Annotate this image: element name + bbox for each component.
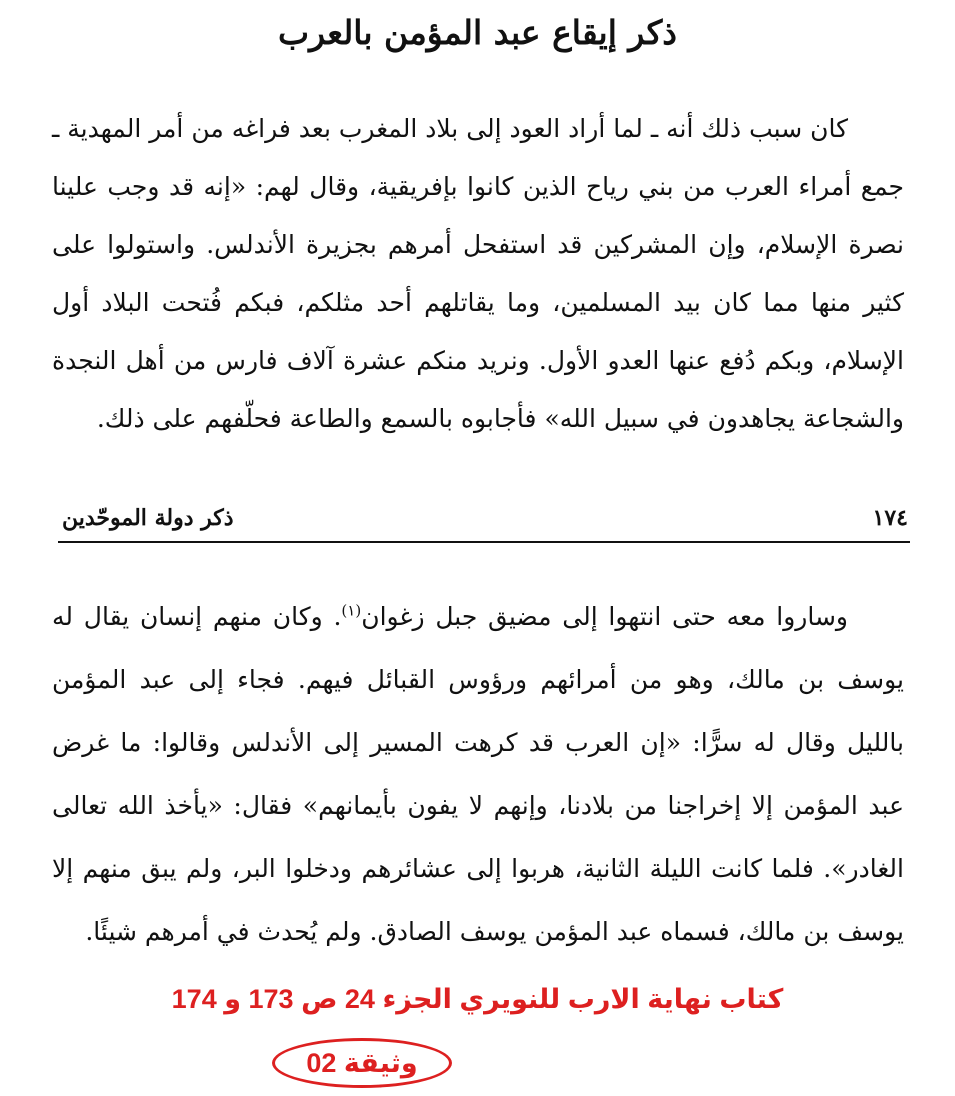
source-caption: كتاب نهاية الارب للنويري الجزء 24 ص 173 و 174 [171,984,784,1014]
paragraph-2-text-start: وساروا معه حتى انتهوا إلى مضيق جبل زغوان [361,602,848,631]
document-label-badge [272,1038,452,1088]
document-label: وثيقة 02 [306,1047,418,1078]
paragraph-2-text-end: . وكان منهم إنسان يقال له يوسف بن مالك، وهو من أمرائهم ورؤوس القبائل فيهم. فجاء إلى عبد المؤمن بالليل وقال له سرًّا: «إن العرب قد كرهت المسير إلى الأندلس وقالوا: ما غرض عبد المؤمن إلا إخراجنا من بلادنا، وإنهم لا يفون بأيمانهم» فقال: «يأخذ الله تعالى الغادر». فلما كانت الليلة الثانية، هربوا إلى عشائرهم ودخلوا البر، ولم يبق منهم إلا يوسف بن مالك، فسماه عبد المؤمن يوسف الصادق. ولم يُحدث في أمرهم شيئًا. [52,602,904,946]
paragraph-1: كان سبب ذلك أنه ـ لما أراد العود إلى بلاد المغرب بعد فراغه من أمر المهدية ـ جمع أمراء العرب من بني رياح الذين كانوا بإفريقية، وقال لهم: «إنه قد وجب علينا نصرة الإسلام، وإن المشركين قد استفحل أمرهم بجزيرة الأندلس. واستولوا على كثير منها مما كان بيد المسلمين، وما يقاتلهم أحد مثلكم، فبكم فُتحت البلاد أول الإسلام، وبكم دُفع عنها العدو الأول. ونريد منكم عشرة آلاف فارس من أهل النجدة والشجاعة يجاهدون في سبيل الله» فأجابوه بالسمع والطاعة فحلّفهم على ذلك. [52,114,904,433]
chapter-title: ذكر إيقاع عبد المؤمن بالعرب [278,13,677,52]
header-divider [58,541,910,543]
paragraph-2 [52,585,904,963]
footnote-reference: (١) [341,601,362,620]
running-section-title: ذكر دولة الموحّدين [62,505,234,531]
page-number: ١٧٤ [872,505,908,531]
running-header [62,500,908,536]
